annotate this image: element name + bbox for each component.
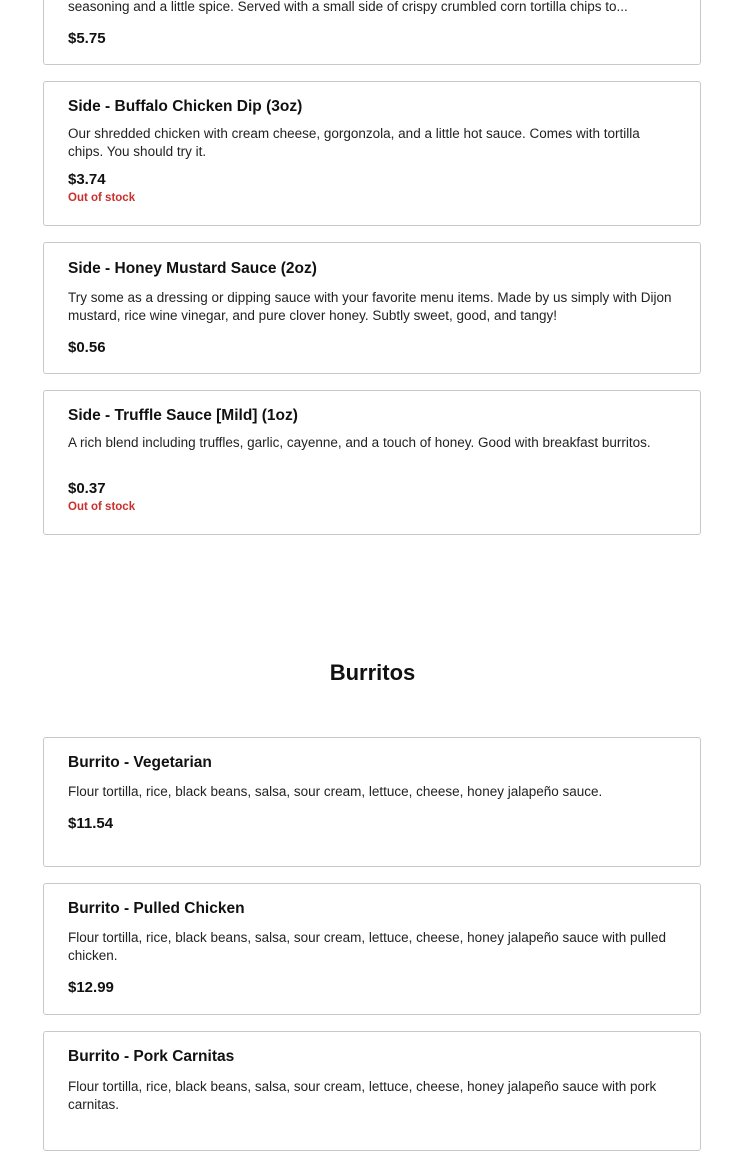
menu-item-card[interactable] [43,81,701,226]
menu-item-card[interactable] [43,0,701,65]
item-name: Side - Truffle Sauce [Mild] (1oz) [68,407,298,424]
item-name: Burrito - Pulled Chicken [68,900,245,917]
section-title: Burritos [329,660,416,685]
menu-item-card[interactable] [43,390,701,535]
item-price: $0.56 [68,339,106,356]
item-name: Side - Buffalo Chicken Dip (3oz) [68,98,303,115]
out-of-stock-badge: Out of stock [68,501,136,513]
item-description: A rich blend including truffles, garlic, cayenne, and a touch of honey. Good with breakfast burritos. [68,435,651,450]
item-description: Flour tortilla, rice, black beans, salsa, sour cream, lettuce, cheese, honey jalapeño sauce. [68,784,603,799]
item-description: Flour tortilla, rice, black beans, salsa, sour cream, lettuce, cheese, honey jalapeño sauce with pork carnitas. [68,1079,657,1112]
item-price: $12.99 [68,979,114,996]
item-name: Burrito - Vegetarian [68,754,212,771]
item-price: $5.75 [68,30,106,47]
item-description: Flour tortilla, rice, black beans, salsa, sour cream, lettuce, cheese, honey jalapeño sauce with pulled chicken. [68,930,667,963]
menu-item-card[interactable] [43,883,701,1015]
menu-item-card[interactable] [43,242,701,374]
item-name: Burrito - Pork Carnitas [68,1048,235,1065]
menu-item-card[interactable] [43,1031,701,1151]
out-of-stock-badge: Out of stock [68,192,136,204]
item-price: $0.37 [68,480,106,497]
item-name: Side - Honey Mustard Sauce (2oz) [68,260,317,277]
item-description: Our shredded chicken with cream cheese, gorgonzola, and a little hot sauce. Comes with tortilla chips. You should try it. [68,126,640,159]
menu-item-card[interactable] [43,737,701,867]
item-description: Try some as a dressing or dipping sauce with your favorite menu items. Made by us simply with Dijon mustard, rice wine vinegar, and pure clover honey. Subtly sweet, good, and tangy! [68,290,672,323]
item-price: $11.54 [68,815,114,832]
item-price: $3.74 [68,171,106,188]
item-description: seasoning and a little spice. Served with a small side of crispy crumbled corn tortilla chips to... [68,0,628,14]
